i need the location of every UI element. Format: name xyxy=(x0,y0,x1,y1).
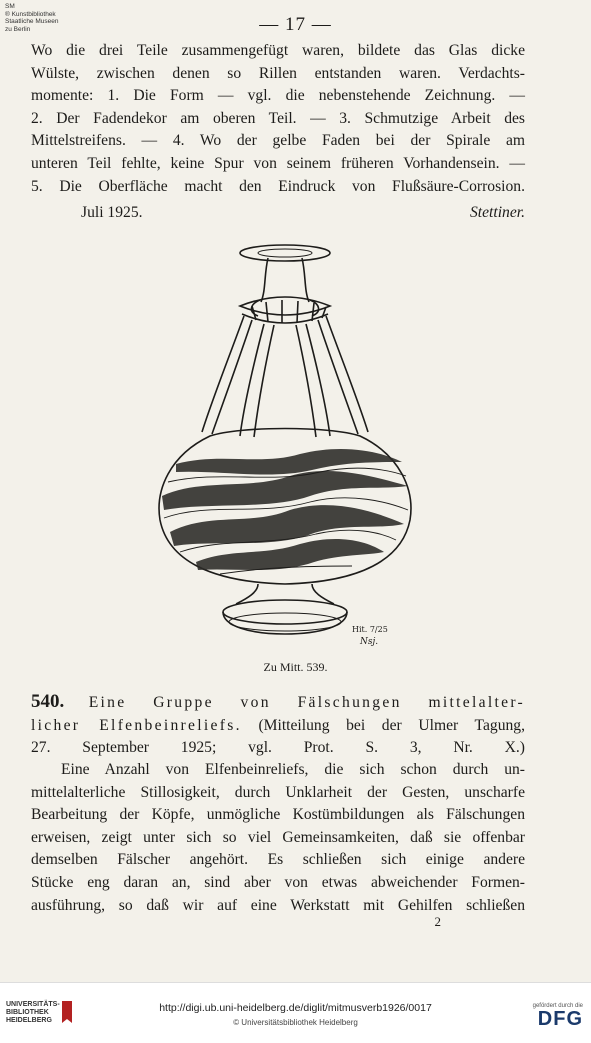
section-number: 540. xyxy=(31,691,65,712)
text-line: ausführung, so daß wir auf eine Werkstatt mit Gehilfen schließen xyxy=(31,896,525,914)
dfg-logo: DFG xyxy=(537,1008,583,1030)
paragraph-ivory-heading xyxy=(31,691,525,760)
section-title-part: licher Elfenbeinreliefs. xyxy=(31,716,242,734)
section-note: (Mitteilung bei der Ulmer Tagung, xyxy=(258,716,525,734)
paragraph-ivory-body xyxy=(31,759,525,917)
text-line: unteren Teil fehlte, keine Spur von seinem früheren Vorhandensein. — xyxy=(31,154,525,172)
sponsor-logo xyxy=(533,1003,583,1029)
page-number: — 17 — xyxy=(259,14,332,35)
logo-line: HEIDELBERG xyxy=(6,1017,52,1024)
date: Juli 1925. xyxy=(81,204,143,221)
text-line: momente: 1. Die Form — vgl. die nebenstehende Zeichnung. — xyxy=(31,87,525,105)
text-line: Wo die drei Teile zusammengefügt waren, bildete das Glas dicke xyxy=(31,42,525,59)
digitization-footer xyxy=(0,982,591,1043)
text-line xyxy=(31,715,525,738)
logo-line: BIBLIOTHEK xyxy=(6,1009,49,1016)
artist-mark-line: Nsj. xyxy=(360,637,379,647)
text-line: demselben Fälscher angehört. Es schließen sich einige andere xyxy=(31,851,525,869)
vase-drawing xyxy=(140,240,430,655)
text-line: 5. Die Oberfläche macht den Eindruck von Flußsäure-Corrosion. xyxy=(31,177,525,195)
text-line: mittelalterliche Stillosigkeit, durch Unklarheit der Gesten, unscharfe xyxy=(31,783,525,801)
text-line: Mittelstreifens. — 4. Wo der gelbe Faden bei der Spirale am xyxy=(31,132,525,150)
section-title-part: Eine Gruppe von Fälschungen mittelalter- xyxy=(88,694,525,711)
text-line xyxy=(31,691,525,715)
sponsor-label: gefördert durch die xyxy=(532,1003,583,1009)
text-line: Stücke eng daran an, sind aber von etwas abweichender Formen- xyxy=(31,873,525,891)
stamp-line: SM xyxy=(5,3,15,10)
text-line: Wülste, zwischen denen so Rillen entstanden waren. Verdachts- xyxy=(31,64,525,82)
text-line: Bearbeitung der Köpfe, unmögliche Kostümbildungen als Fälschungen xyxy=(31,806,525,824)
stamp-line: ® Kunstbibliothek xyxy=(5,10,56,18)
figure-caption: Zu Mitt. 539. xyxy=(263,660,328,674)
copyright-text: © Universitätsbibliothek Heidelberg xyxy=(233,1018,358,1027)
glass-vase-illustration xyxy=(140,240,430,655)
sheet-signature: 2 xyxy=(434,914,441,929)
source-url-link[interactable]: http://digi.ub.uni-heidelberg.de/diglit/mitmusverb1926/0017 xyxy=(159,1002,432,1014)
stamp-line: Staatliche Museen xyxy=(5,18,59,25)
text-line: Eine Anzahl von Elfenbeinreliefs, die sich schon durch un- xyxy=(61,761,525,778)
paragraph-forgery-glass xyxy=(31,40,525,198)
text-line: erweisen, zeigt unter sich so viel Gemeinsamkeiten, daß sie offenbar xyxy=(31,828,525,846)
author-signature: Stettiner. xyxy=(469,204,525,221)
artist-mark-line: Hit. 7/25 xyxy=(352,625,388,634)
text-line: 27. September 1925; vgl. Prot. S. 3, Nr. X.) xyxy=(31,739,525,757)
text-line: 2. Der Fadendekor am oberen Teil. — 3. Schmutzige Arbeit des xyxy=(31,109,525,127)
stamp-line: zu Berlin xyxy=(5,25,31,33)
logo-line: UNIVERSITÄTS- xyxy=(6,1001,60,1008)
